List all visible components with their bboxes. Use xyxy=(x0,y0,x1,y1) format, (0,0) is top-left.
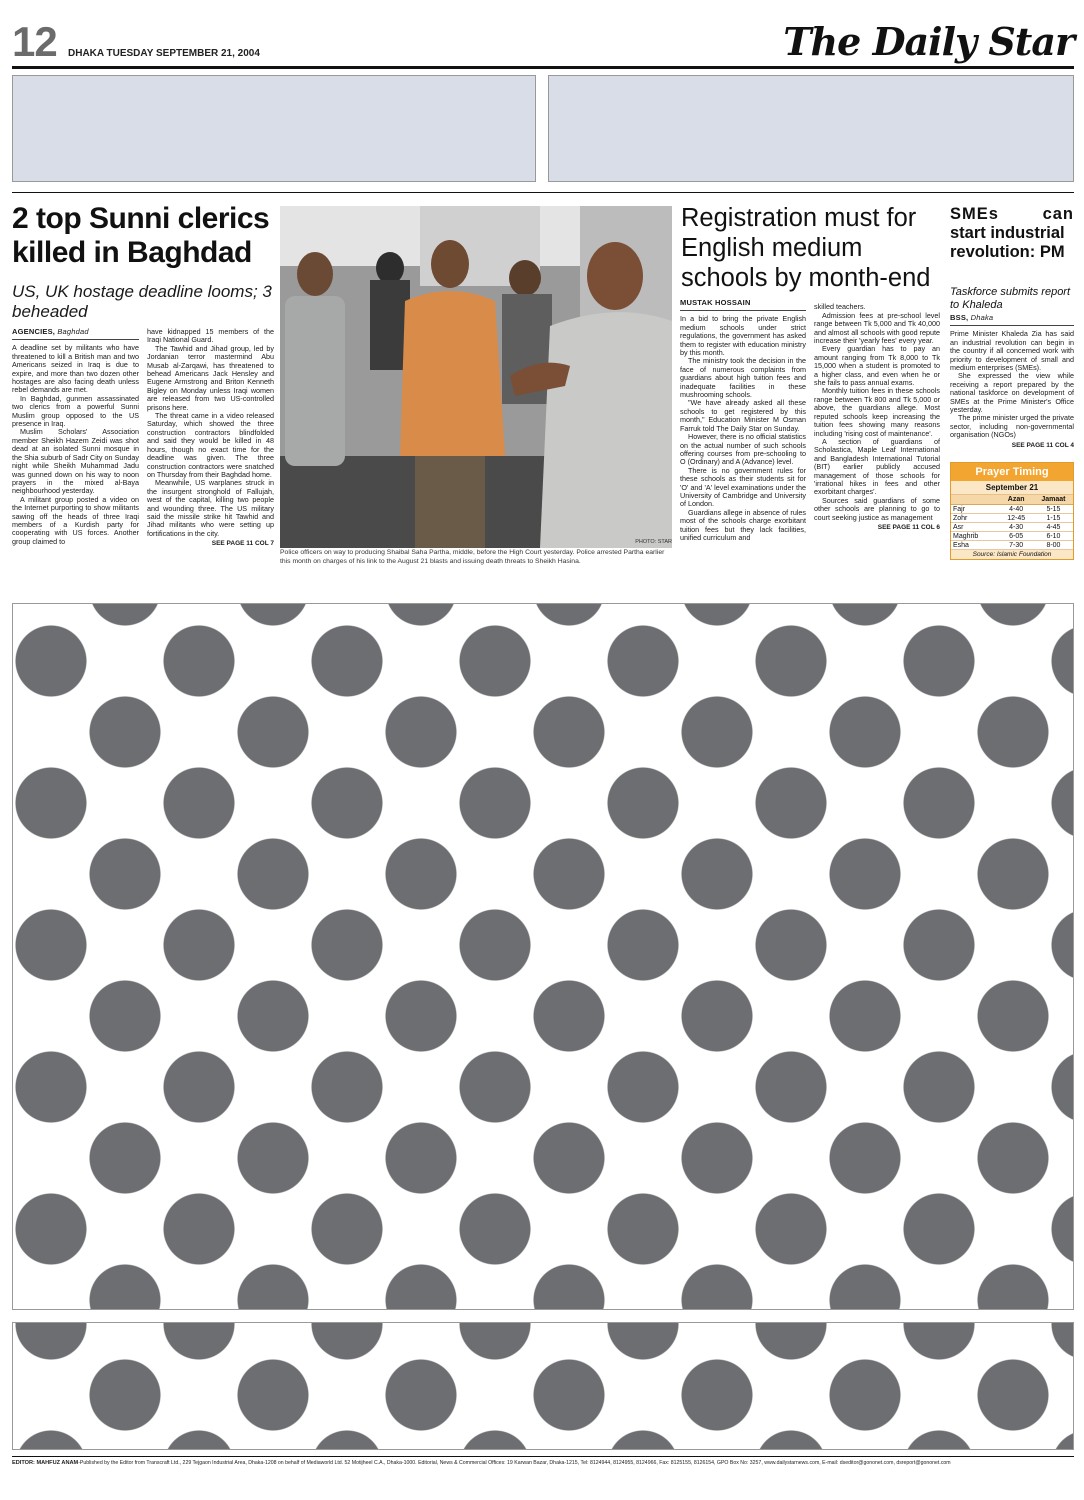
jamaat-time: 1-15 xyxy=(1034,514,1073,523)
paragraph: Muslim Scholars' Association member Sheikh Hazem Zeidi was shot dead at an isolated Sunni mosque in the Shia suburb of Sadr City on Sunday night while Sheikh Muhammad Jadu was gunned down on his way to noon prayers in the mixed al-Baya neighbourhood yesterday. xyxy=(12,427,139,496)
footer-text: -Published by the Editor from Transcraft Ltd., 229 Tejgaon Industrial Area, Dhaka-1208 on behalf of Mediaworld Ltd. 52 Motijheel C.A., Dhaka-1000. Editorial, News & Commercial Offices: 19 Karwan Bazar, Dhaka-1215, Tel: 8124944, 8124955, 8124966, Fax: 8125155, 8126154, GPO Box No: 3257, www.dailystarnews.com, E-mail: dseditor@gononet.com, dsreport@gononet.com xyxy=(78,1460,951,1466)
imprint-footer xyxy=(12,1460,1074,1466)
photo-illustration xyxy=(280,206,672,548)
table-row xyxy=(951,505,1073,514)
azan-time: 4-40 xyxy=(998,505,1033,514)
section-rule xyxy=(12,192,1074,193)
paragraph: A deadline set by militants who have threatened to kill a British man and two Americans seized in Iraq is due to expire, and more than two dozen other hostages are also facing death unless rebel demands are met. xyxy=(12,343,139,395)
paragraph: skilled teachers. xyxy=(814,302,866,312)
story1-headline[interactable]: 2 top Sunni clerics killed in Baghdad xyxy=(12,202,270,269)
table-row xyxy=(951,514,1073,523)
prayer-timing-box xyxy=(950,462,1074,560)
story3-see-page-link[interactable]: SEE PAGE 11 COL 4 xyxy=(1011,441,1074,449)
azan-time: 6-05 xyxy=(998,532,1033,541)
prayer-name: Maghrib xyxy=(951,532,998,541)
paragraph: A militant group posted a video on the Internet purporting to show militants sawing off the heads of three Iraqi members of a Kurdish party for cooperating with US forces. Another group claimed to xyxy=(12,494,139,546)
story1-subhead: US, UK hostage deadline looms; 3 beheaded xyxy=(12,282,272,321)
paragraph: The prime minister urged the private sector, including non-governmental organisation (NGOs) xyxy=(950,413,1074,440)
prayer-name: Fajr xyxy=(951,505,998,514)
story2-col2 xyxy=(814,301,940,542)
story2-headline[interactable]: Registration must for English medium schools by month-end xyxy=(681,204,931,292)
paragraph: She expressed the view while receiving a report prepared by the national taskforce on development of SMEs at the Prime Minister's Office yesterday. xyxy=(950,371,1074,415)
jamaat-time: 5-15 xyxy=(1034,505,1073,514)
table-row xyxy=(951,541,1073,550)
paragraph: The ministry took the decision in the face of numerous complaints from guardians about high tuition fees and inadequate facilities in these mushrooming schools. xyxy=(680,356,806,400)
story2-col1 xyxy=(680,301,806,542)
paragraph: Meanwhile, US warplanes struck in the insurgent stronghold of Fallujah, west of the capital, killing two people and wounding three. The US military said the missile strike hit Tawhid and Jihad militants who were setting up fortifications in the city. xyxy=(147,478,274,538)
prayer-name: Asr xyxy=(951,523,998,532)
table-row xyxy=(951,523,1073,532)
azan-time: 12-45 xyxy=(998,514,1033,523)
headline-word: can xyxy=(1042,205,1074,223)
jamaat-time: 8-00 xyxy=(1034,541,1073,550)
story1-col2 xyxy=(147,328,274,549)
paragraph: A section of guardians of Scholastica, Maple Leaf International and Bangladesh International Tutorial (BIT) earlier publicly accused management of those schools for 'irrational hikes in fees and other exorbitant charges'. xyxy=(814,436,940,497)
masthead xyxy=(12,20,1074,66)
paragraph: Sources said guardians of some other schools are planning to go to court seeking justice as management xyxy=(814,495,940,522)
prayer-name: Esha xyxy=(951,541,998,550)
paragraph: The Tawhid and Jihad group, led by Jordanian terror mastermind Abu Musab al-Zarqawi, has threatened to behead Americans Jack Hensley and Eugene Armstrong and Briton Kenneth Bigley on Monday unless Iraqi women are released from two US-controlled prisons here. xyxy=(147,343,274,412)
azan-time: 4-30 xyxy=(998,523,1033,532)
prayer-table xyxy=(951,495,1073,550)
ad-placeholder-right xyxy=(548,75,1074,182)
prayer-source: Source: Islamic Foundation xyxy=(951,550,1073,559)
story1-col1 xyxy=(12,328,139,549)
story3-body xyxy=(950,314,1074,450)
paragraph: However, there is no official statistics on the actual number of such schools offering courses from pre-schooling to O (Ordinary) and A (Advance) level. xyxy=(680,432,806,467)
footer-rule xyxy=(12,1456,1074,1457)
paragraph: "We have already asked all these schools to get registered by this month," Education Minister M Osman Farruk told The Daily Star on Sunday. xyxy=(680,398,806,433)
story1-byline: AGENCIES, Baghdad xyxy=(12,328,139,340)
headline-word: SMEs xyxy=(950,205,999,223)
paragraph: Admission fees at pre-school level range between Tk 5,000 and Tk 40,000 and almost all schools with good repute increase their 'yearly fees' every year. xyxy=(814,310,940,346)
story2-body xyxy=(680,299,940,542)
photo-caption: Police officers on way to producing Shaibal Saha Partha, middle, before the High Court yesterday. Police arrested Partha earlier this month on charges of his link to the August 21 blasts and issuing death threats to Sheikh Hasina. xyxy=(280,549,665,565)
paragraph: Prime Minister Khaleda Zia has said an industrial revolution can begin in the country if all concerned work with priority to development of small and medium enterprises (SMEs). xyxy=(950,329,1074,373)
jamaat-time: 6-10 xyxy=(1034,532,1073,541)
newspaper-logo: The Daily Star xyxy=(783,19,1074,64)
ad-placeholder-dots-large xyxy=(12,603,1074,1310)
story2-see-page-link[interactable]: SEE PAGE 11 COL 6 xyxy=(877,523,940,531)
story3-subhead: Taskforce submits report to Khaleda xyxy=(950,286,1071,311)
story3-headline[interactable] xyxy=(950,205,1074,262)
paragraph: Guardians allege in absence of rules most of the schools charge exorbitant tuition fees but they lack facilities, unified curriculum and xyxy=(680,507,806,542)
paragraph: There is no government rules for these schools as their students sit for 'O' and 'A' level examinations under the University of Cambridge and University of London. xyxy=(680,465,806,509)
column-header xyxy=(951,495,998,505)
table-header-row xyxy=(951,495,1073,505)
photo-credit: PHOTO: STAR xyxy=(635,539,672,545)
ad-placeholder-dots-small xyxy=(12,1322,1074,1450)
prayer-title: Prayer Timing xyxy=(951,463,1073,481)
dateline: DHAKA TUESDAY SEPTEMBER 21, 2004 xyxy=(68,48,260,59)
paragraph: Every guardian has to pay an amount ranging from Tk 8,000 to Tk 15,000 when a student is promoted to a higher class, and even when he or she fails to pass annual exams. xyxy=(814,344,940,388)
masthead-rule xyxy=(12,66,1074,69)
ad-placeholder-left xyxy=(12,75,536,182)
prayer-name: Zohr xyxy=(951,514,998,523)
story2-byline: MUSTAK HOSSAIN xyxy=(680,299,806,311)
jamaat-time: 4-45 xyxy=(1034,523,1073,532)
news-photo xyxy=(280,206,672,548)
story1-body xyxy=(12,328,274,549)
footer-editor: EDITOR: MAHFUZ ANAM xyxy=(12,1460,79,1466)
azan-time: 7-30 xyxy=(998,541,1033,550)
table-row xyxy=(951,532,1073,541)
paragraph: The threat came in a video released Saturday, which showed the three construction contractors blindfolded and said they would be killed in 48 hours, though no exact time for the deadline was given. The three construction contractors were snatched on Thursday from their Baghdad home. xyxy=(147,411,274,479)
page-number: 12 xyxy=(12,18,57,65)
story3-byline: BSS, Dhaka xyxy=(950,314,1074,326)
paragraph: Monthly tuition fees in these schools range between Tk 800 and Tk 5,000 or above, the guardians allege. Most reputed schools keep increasing the tuition fees showing many reasons including 'rising cost of maintenance'. xyxy=(814,386,940,438)
column-header: Jamaat xyxy=(1034,495,1073,505)
paragraph: In a bid to bring the private English medium schools under strict regulations, the government has asked them to register with education ministry by this month. xyxy=(680,314,806,358)
story1-see-page-link[interactable]: SEE PAGE 11 COL 7 xyxy=(211,540,274,548)
prayer-date: September 21 xyxy=(951,481,1073,495)
column-header: Azan xyxy=(998,495,1033,505)
paragraph: In Baghdad, gunmen assassinated two clerics from a powerful Sunni Muslim group opposed to the US presence in Iraq. xyxy=(12,393,139,429)
paragraph: have kidnapped 15 members of the Iraqi National Guard. xyxy=(147,327,274,345)
headline-rest: start industrial revolution: PM xyxy=(950,224,1065,261)
